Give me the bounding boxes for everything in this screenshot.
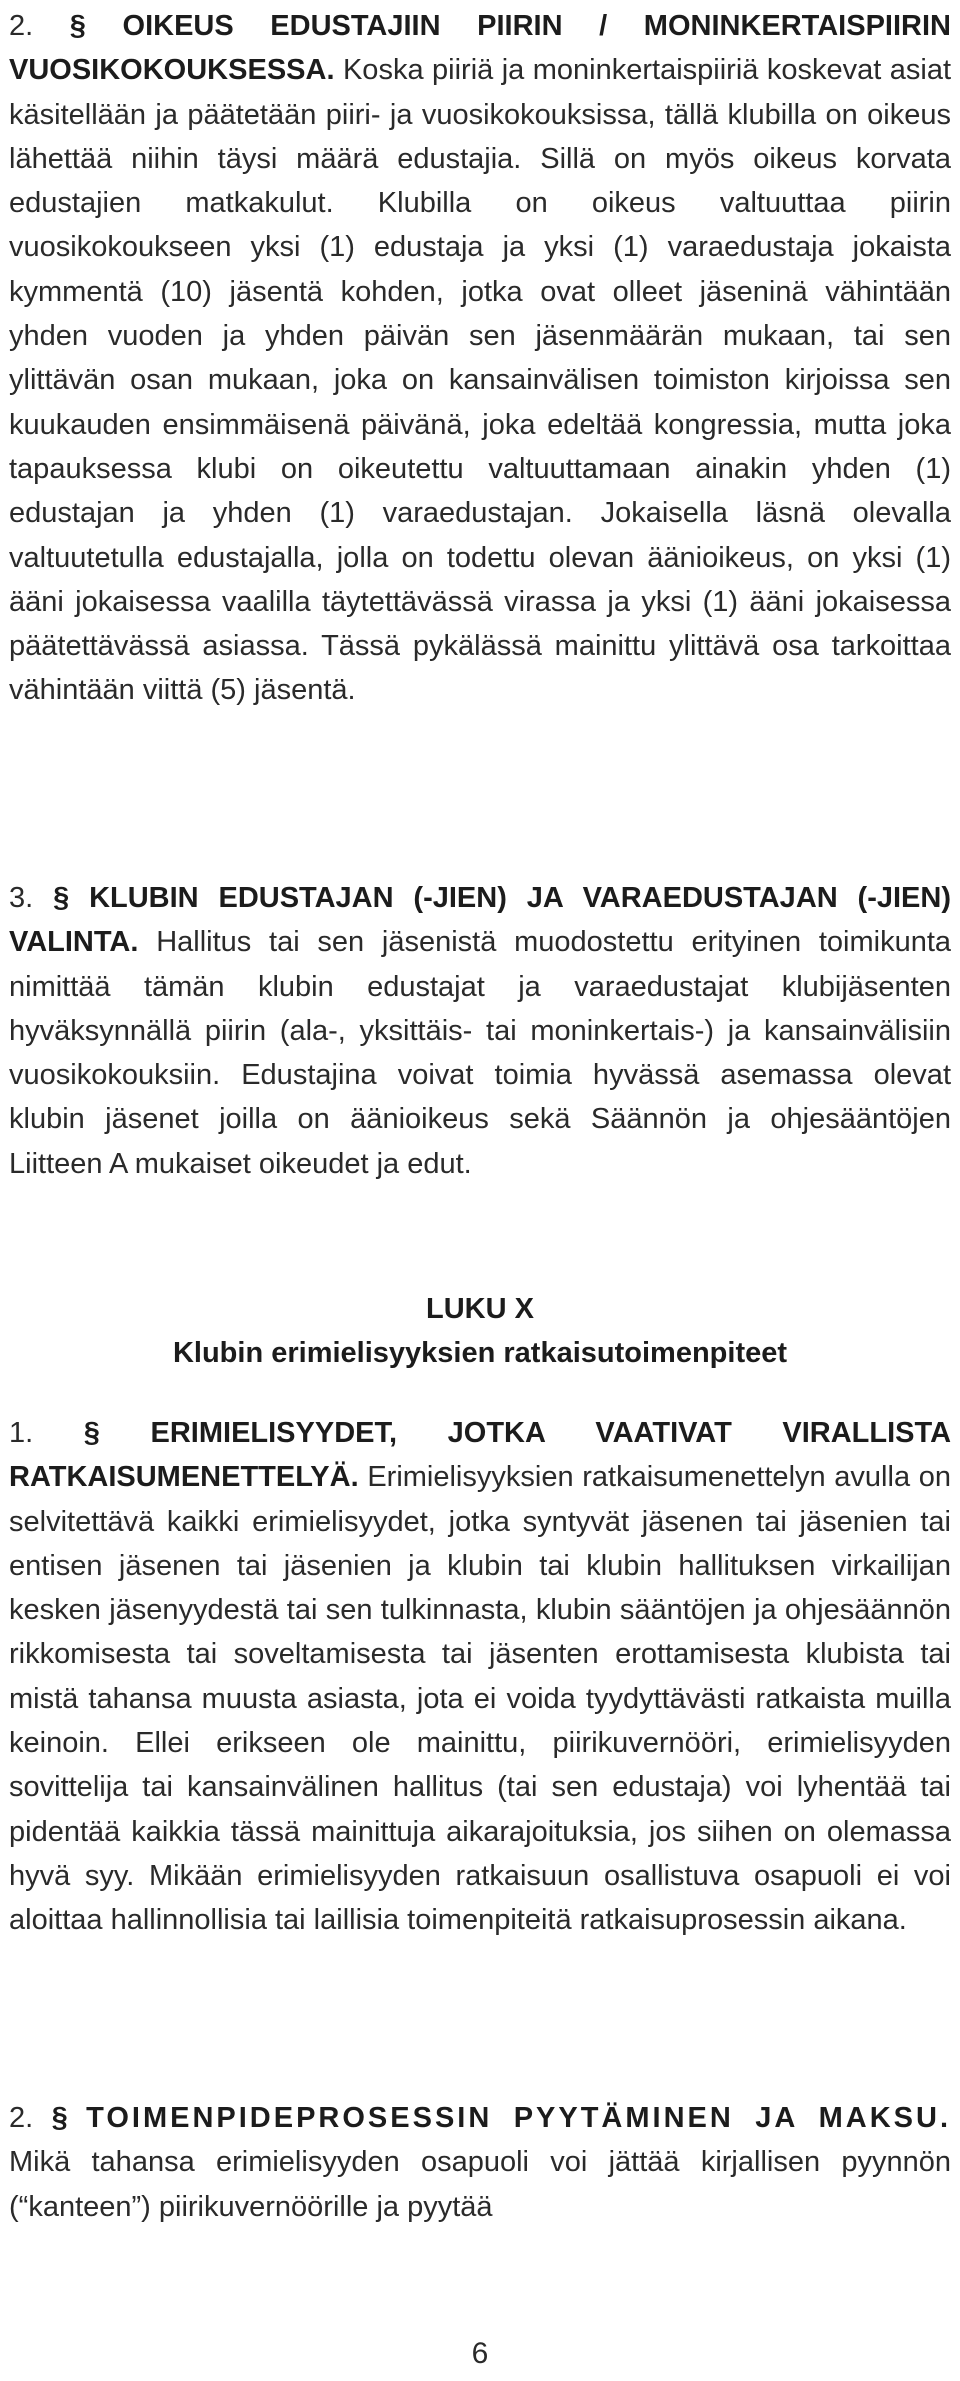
section-heading: TOIMENPIDEPROSESSIN PYYTÄMINEN JA MAKSU. [86, 2102, 951, 2134]
section-heading: ERIMIELISYYDET, JOTKA VAATIVAT VIRALLISTA RATKAISUMENETTELYÄ. [9, 1417, 952, 1494]
section-paragraph-representatives-right [9, 4, 951, 713]
section-body: Koska piiriä ja moninkertaispiiriä koskevat asiat käsitellään ja päätetään piiri- ja vuosikokouksissa, tällä klubilla on oikeus lähettää niihin täysi määrä edustajia. Sillä on myös oikeus korvata edustajien matkakulut. Klubilla on oikeus valtuuttaa piirin vuosikokoukseen yksi (1) edustaja ja yksi (1) varaedustaja jokaista kymmentä (10) jäsentä kohden, jotka ovat olleet jäseninä vähintään yhden vuoden ja yhden päivän sen jäsenmäärän mukaan, tai sen ylittävän osan mukaan, joka on kansainvälisen toimiston kirjoissa sen kuukauden ensimmäisenä päivänä, joka edeltää kongressia, mutta joka tapauksessa klubi on oikeutettu valtuuttamaan ainakin yhden (1) edustajan ja yhden (1) varaedustajan. Jokaisella läsnä olevalla valtuutetulla edustajalla, jolla on todettu olevan äänioikeus, on yksi (1) ääni jokaisessa vaalilla täytettävässä virassa ja yksi (1) ääni jokaisessa päätettävässä asiassa. Tässä pykälässä mainittu ylittävä osa tarkoittaa vähintään viittä (5) jäsentä. [9, 54, 952, 707]
chapter-number: LUKU X [426, 1293, 534, 1325]
section-paragraph-representative-selection [9, 876, 951, 1186]
section-paragraph-disputes [9, 1411, 951, 1943]
section-body: Erimielisyyksien ratkaisumenettelyn avulla on selvitettävä kaikki erimielisyydet, jotka syntyvät jäsenen tai jäsenien tai entisen jäsenen tai jäsenien ja klubin tai klubin hallituksen virkailijan kesken jäsenyydestä tai sen tulkinnasta, klubin sääntöjen ja ohjesäännön rikkomisesta tai soveltamisesta tai jäsenten erottamisesta klubista tai mistä tahansa muusta asiasta, jota ei voida tyydyttävästi ratkaista muilla keinoin. Ellei erikseen ole mainittu, piirikuvernööri, erimielisyyden sovittelija tai kansainvälinen hallitus (tai sen edustaja) voi lyhentää tai pidentää kaikkia tässä mainittuja aikarajoituksia, jos siihen on olemassa hyvä syy. Mikään erimielisyyden ratkaisuun osallistuva osapuoli ei voi aloittaa hallinnollisia tai laillisia toimenpiteitä ratkaisuprosessin aikana. [9, 1461, 951, 1937]
section-number: 2. [9, 2102, 34, 2134]
section-sign: § [51, 2102, 68, 2134]
section-sign: § [83, 1417, 100, 1449]
section-body: Mikä tahansa erimielisyyden osapuoli voi jättää kirjallisen pyynnön (“kanteen”) piirikuvernöörille ja pyytää [9, 2146, 951, 2223]
section-number: 2. [9, 10, 34, 42]
section-number: 1. [9, 1417, 34, 1449]
page-number: 6 [471, 2337, 489, 2370]
section-heading: KLUBIN EDUSTAJAN (-JIEN) JA VARAEDUSTAJAN (-JIEN) VALINTA. [9, 882, 952, 959]
section-number: 3. [9, 882, 34, 914]
section-sign: § [69, 10, 86, 42]
section-heading: OIKEUS EDUSTAJIIN PIIRIN / MONINKERTAISPIIRIN VUOSIKOKOUKSESSA. [9, 10, 951, 87]
chapter-title: Klubin erimielisyyksien ratkaisutoimenpiteet [172, 1337, 788, 1369]
section-paragraph-procedure-request [9, 2096, 951, 2229]
section-body: Hallitus tai sen jäsenistä muodostettu erityinen toimikunta nimittää tämän klubin edustajat ja varaedustajat klubijäsenten hyväksynnällä piirin (ala-, yksittäis- tai moninkertais-) ja kansainvälisiin vuosikokouksiin. Edustajina voivat toimia hyvässä asemassa olevat klubin jäsenet joilla on äänioikeus sekä Säännön ja ohjesääntöjen Liitteen A mukaiset oikeudet ja edut. [9, 926, 952, 1180]
section-sign: § [53, 882, 70, 914]
